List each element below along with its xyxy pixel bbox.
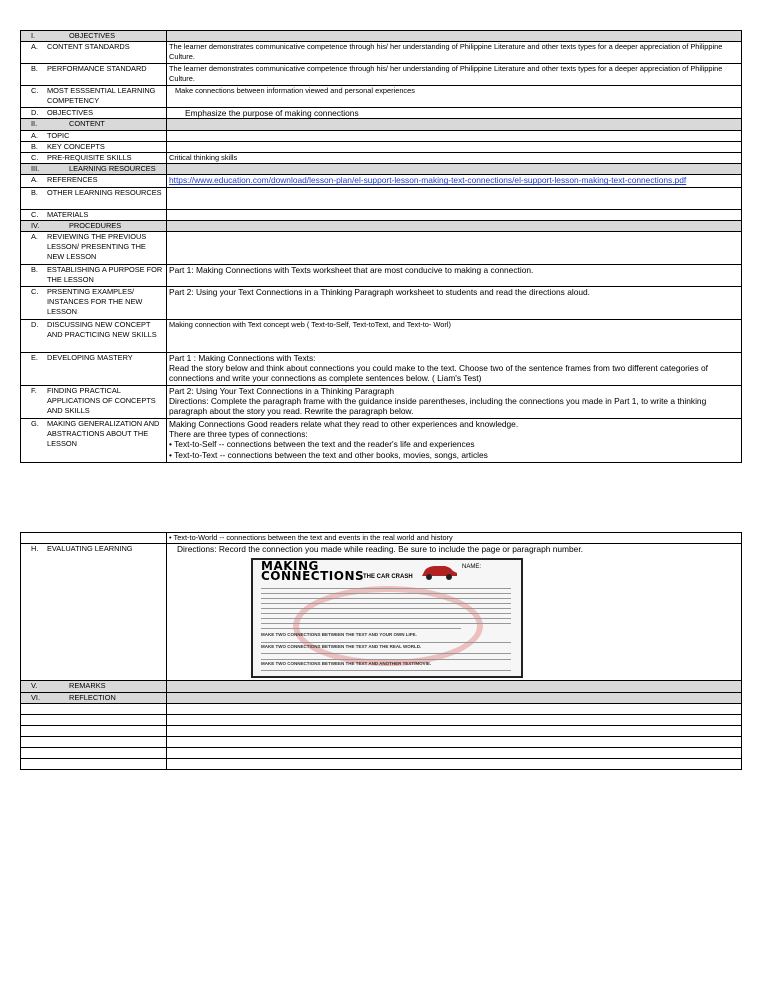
row-label: DISCUSSING NEW CONCEPT AND PRACTICING NEW SKILLS <box>47 320 157 340</box>
row-label: LEARNING RESOURCES <box>69 164 156 174</box>
row-value: Part 2: Using your Text Connections in a Thinking Paragraph worksheet to students and read the directions aloud. <box>169 287 591 298</box>
table-row: B. KEY CONCEPTS <box>21 141 742 152</box>
row-value: Making connection with Text concept web ( Text-to-Self, Text-toText, and Text-to- Worl) <box>169 320 451 330</box>
table-row: B. PERFORMANCE STANDARD The learner demonstrates communicative competence through his/ her understanding of Philippine Literature and other texts types for a deeper appreciation of Philippine Culture. <box>21 64 742 86</box>
row-label: TOPIC <box>47 130 70 140</box>
eval-directions: Directions: Record the connection you made while reading. Be sure to include the page or paragraph number. <box>177 544 583 555</box>
row-value: The learner demonstrates communicative competence through his/ her understanding of Philippine Literature and other texts types for a deeper appreciation of Philippine Culture. <box>169 64 723 84</box>
worksheet-image: MAKING CONNECTIONS NAME: THE CAR CRASH MAKE TWO CONNECTIONS BETWEEN THE TEXT AND YOUR OWN LIFE. MAKE TWO CONNECTIONS BETWEEN THE TEXT AND THE REAL WORLD. MAKE TWO CONNECTIONS BETWEEN THE TEXT AND ANOTHER TEXT/MOVIE. <box>251 558 523 678</box>
row-label: OTHER LEARNING RESOURCES <box>47 187 162 197</box>
table-row-evaluating-learning: H. EVALUATING LEARNING Directions: Record the connection you made while reading. Be sure to include the page or paragraph number. MAKING CONNECTIONS NAME: THE CAR CRASH MAKE TWO CONNECTIONS BETWEEN THE TEXT AND YOUR OWN LIFE. MAKE TWO CONNECTIONS BETWEEN THE TEXT AND THE REAL WORLD. MAKE TWO CONNECTIONS BETWEEN THE TEXT AND ANOTHER TEXT/MOVIE. <box>21 544 742 681</box>
table-row: A. REFERENCES https://www.education.com/download/lesson-plan/el-support-lesson-making-text-connections/el-support-lesson-making-text-connections.pdf <box>21 175 742 187</box>
section-row: II. CONTENT <box>21 119 742 130</box>
reference-link[interactable]: https://www.education.com/download/lesson-plan/el-support-lesson-making-text-connections/el-support-lesson-making-text-connections.pdf <box>169 175 687 186</box>
row-label: MAKING GENERALIZATION AND ABSTRACTIONS ABOUT THE LESSON <box>47 419 160 449</box>
row-label: REFLECTION <box>69 692 116 702</box>
row-label: MOST ESSSENTIAL LEARNING COMPETENCY <box>47 86 156 106</box>
table-row: A. REVIEWING THE PREVIOUS LESSON/ PRESENTING THE NEW LESSON <box>21 232 742 265</box>
row-label: OBJECTIVES <box>47 108 93 118</box>
row-value: Emphasize the purpose of making connections <box>185 108 359 119</box>
lesson-plan-table <box>20 30 742 463</box>
table-row: D. DISCUSSING NEW CONCEPT AND PRACTICING NEW SKILLS Making connection with Text concept web ( Text-to-Self, Text-toText, and Text-to- Worl) <box>21 320 742 353</box>
section-row: III. LEARNING RESOURCES <box>21 164 742 175</box>
table-row: B. OTHER LEARNING RESOURCES <box>21 187 742 209</box>
row-value: Part 1 : Making Connections with Texts: Read the story below and think about connections you could make to the text. Choose two of the sentence frames from two different categories of connections and write your connections as complete sentences below. ( Liam's Test) <box>169 353 708 384</box>
section-row: V. REMARKS <box>21 681 742 692</box>
table-row <box>21 703 742 714</box>
row-value: Part 1: Making Connections with Texts worksheet that are most conducive to making a connection. <box>169 265 534 276</box>
section-row: VI. REFLECTION <box>21 692 742 703</box>
row-value: Critical thinking skills <box>169 153 238 163</box>
table-row <box>21 714 742 725</box>
row-label: CONTENT <box>69 119 105 129</box>
row-label: PRSENTING EXAMPLES/ INSTANCES FOR THE NEW LESSON <box>47 287 143 317</box>
row-label: PROCEDURES <box>69 220 122 230</box>
car-icon <box>419 564 459 580</box>
row-value: Making Connections Good readers relate what they read to other experiences and knowledge. There are three types of connections: • Text-to-Self -- connections between the text and the reader's life and experiences • Text-to-Text -- connections between the text and other books, movies, songs, articles <box>169 419 519 460</box>
row-label: CONTENT STANDARDS <box>47 42 130 52</box>
lesson-plan-table-continued <box>20 532 742 770</box>
table-row <box>21 758 742 769</box>
row-value: The learner demonstrates communicative competence through his/ her understanding of Philippine Literature and other texts types for a deeper appreciation of Philippine Culture. <box>169 42 723 62</box>
row-label: EVALUATING LEARNING <box>47 544 133 554</box>
row-value: Part 2: Using Your Text Connections in a Thinking Paragraph Directions: Complete the paragraph frame with the guidance inside parentheses, including the connections you made in Part 1, to write a thinking paragraph about the story you read. Rewrite the paragraph below. <box>169 386 707 417</box>
section-row: IV. PROCEDURES <box>21 220 742 231</box>
row-label: MATERIALS <box>47 209 89 219</box>
row-label: ESTABLISHING A PURPOSE FOR THE LESSON <box>47 265 163 285</box>
table-row: C. MATERIALS <box>21 209 742 220</box>
row-label: PRE-REQUISITE SKILLS <box>47 153 132 163</box>
table-row <box>21 736 742 747</box>
table-row: C. PRSENTING EXAMPLES/ INSTANCES FOR THE NEW LESSON Part 2: Using your Text Connections in a Thinking Paragraph worksheet to students and read the directions aloud. <box>21 287 742 320</box>
section-row: I. OBJECTIVES <box>21 31 742 42</box>
table-row: C. PRE-REQUISITE SKILLS Critical thinking skills <box>21 153 742 164</box>
row-label: KEY CONCEPTS <box>47 141 105 151</box>
row-label: REMARKS <box>69 681 106 691</box>
row-label: REVIEWING THE PREVIOUS LESSON/ PRESENTING THE NEW LESSON <box>47 232 147 262</box>
row-label: FINDING PRACTICAL APPLICATIONS OF CONCEPTS AND SKILLS <box>47 386 156 416</box>
table-row <box>21 747 742 758</box>
row-value: Make connections between information viewed and personal experiences <box>175 86 415 96</box>
table-row: C. MOST ESSSENTIAL LEARNING COMPETENCY Make connections between information viewed and personal experiences <box>21 86 742 108</box>
table-row: E. DEVELOPING MASTERY Part 1 : Making Connections with Texts: Read the story below and think about connections you could make to the text. Choose two of the sentence frames from two different categories of connections and write your connections as complete sentences below. ( Liam's Test) <box>21 353 742 386</box>
row-label: REFERENCES <box>47 175 98 185</box>
row-label: OBJECTIVES <box>69 31 115 40</box>
row-label: PERFORMANCE STANDARD <box>47 64 147 74</box>
table-row: A. CONTENT STANDARDS The learner demonstrates communicative competence through his/ her understanding of Philippine Literature and other texts types for a deeper appreciation of Philippine Culture. <box>21 42 742 64</box>
table-row: B. ESTABLISHING A PURPOSE FOR THE LESSON Part 1: Making Connections with Texts worksheet that are most conducive to making a connection. <box>21 265 742 287</box>
table-row <box>21 533 742 544</box>
row-label: DEVELOPING MASTERY <box>47 353 133 363</box>
table-row: D. OBJECTIVES Emphasize the purpose of making connections <box>21 108 742 119</box>
table-row: A. TOPIC <box>21 130 742 141</box>
table-row: F. FINDING PRACTICAL APPLICATIONS OF CONCEPTS AND SKILLS Part 2: Using Your Text Connections in a Thinking Paragraph Directions: Complete the paragraph frame with the guidance inside parentheses, including the connections you made in Part 1, to write a thinking paragraph about the story you read. Rewrite the paragraph below. <box>21 386 742 419</box>
table-row <box>21 725 742 736</box>
table-row: G. MAKING GENERALIZATION AND ABSTRACTIONS ABOUT THE LESSON Making Connections Good readers relate what they read to other experiences and knowledge. There are three types of connections: • Text-to-Self -- connections between the text and the reader's life and experiences • Text-to-Text -- connections between the text and other books, movies, songs, articles <box>21 419 742 463</box>
text-to-world-cell: • Text-to-World -- connections between the text and events in the real world and history <box>167 533 742 544</box>
